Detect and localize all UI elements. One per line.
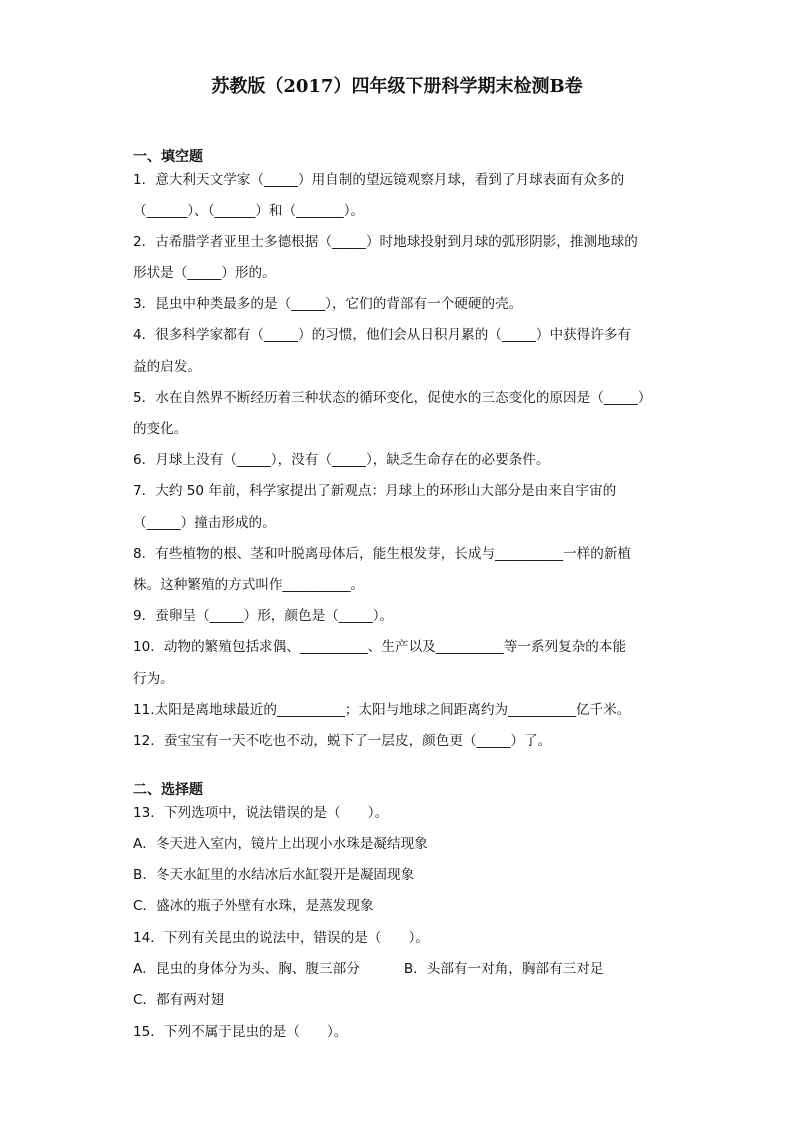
question-line: 1．意大利天文学家（_____）用自制的望远镜观察月球，看到了月球表面有众多的 — [133, 171, 625, 188]
document-title: 苏教版（2017）四年级下册科学期末检测B卷 — [211, 76, 583, 97]
option-14-a: A．昆虫的身体分为头、胸、腹三部分 — [133, 960, 360, 977]
option-13-a: A．冬天进入室内，镜片上出现小水珠是凝结现象 — [133, 835, 428, 852]
question-line: 7．大约 50 年前，科学家提出了新观点：月球上的环形山大部分是由来自宇宙的 — [133, 483, 617, 500]
options-14-ab — [133, 954, 733, 985]
question-line: 9．蚕卵呈（_____）形，颜色是（_____）。 — [133, 608, 394, 625]
option-14-c: C．都有两对翅 — [133, 992, 225, 1009]
question-line: 的变化。 — [133, 421, 188, 437]
question-line: 株。这种繁殖的方式叫作__________。 — [133, 576, 365, 593]
question-line: 10．动物的繁殖包括求偶、__________、生产以及__________等一系列复杂的本能 — [133, 639, 627, 656]
multiple-choice-questions — [133, 798, 733, 1048]
question-15: 15．下列不属于昆虫的是（ ）。 — [133, 1023, 348, 1040]
question-line: 2．古希腊学者亚里士多德根据（_____）时地球投射到月球的弧形阴影，推测地球的 — [133, 233, 638, 250]
fill-in-questions — [133, 165, 733, 758]
question-line: 3．昆虫中种类最多的是（_____），它们的背部有一个硬硬的壳。 — [133, 296, 523, 313]
question-line: 形状是（_____）形的。 — [133, 265, 276, 282]
question-line: 益的启发。 — [133, 358, 201, 375]
question-line: 8．有些植物的根、茎和叶脱离母体后，能生根发芽，长成与__________一样的新植 — [133, 545, 632, 562]
option-13-b: B．冬天水缸里的水结冰后水缸裂开是凝固现象 — [133, 867, 415, 884]
question-line: 12．蚕宝宝有一天不吃也不动，蜕下了一层皮，颜色更（_____）了。 — [133, 732, 552, 749]
question-line: 5．水在自然界不断经历着三种状态的循环变化，促使水的三态变化的原因是（_____） — [133, 389, 652, 406]
question-13: 13．下列选项中，说法错误的是（ ）。 — [133, 804, 389, 821]
section-heading-multiple-choice: 二、选择题 — [133, 782, 203, 798]
question-line: （______）、（______）和（_______）。 — [133, 202, 365, 219]
question-line: 4．很多科学家都有（_____）的习惯，他们会从日积月累的（_____）中获得许多有 — [133, 327, 632, 344]
question-14: 14．下列有关昆虫的说法中，错误的是（ ）。 — [133, 929, 429, 946]
question-line: 11.太阳是离地球最近的__________；太阳与地球之间距离约为__________亿千米。 — [133, 701, 631, 718]
section-heading-fill-in: 一、填空题 — [133, 149, 203, 165]
question-line: 行为。 — [133, 670, 174, 687]
question-line: 6．月球上没有（_____），没有（_____），缺乏生命存在的必要条件。 — [133, 452, 550, 469]
option-14-b: B．头部有一对角，胸部有三对足 — [403, 960, 604, 977]
question-line: （_____）撞击形成的。 — [133, 514, 276, 531]
option-13-c: C．盛冰的瓶子外壁有水珠，是蒸发现象 — [133, 898, 374, 915]
